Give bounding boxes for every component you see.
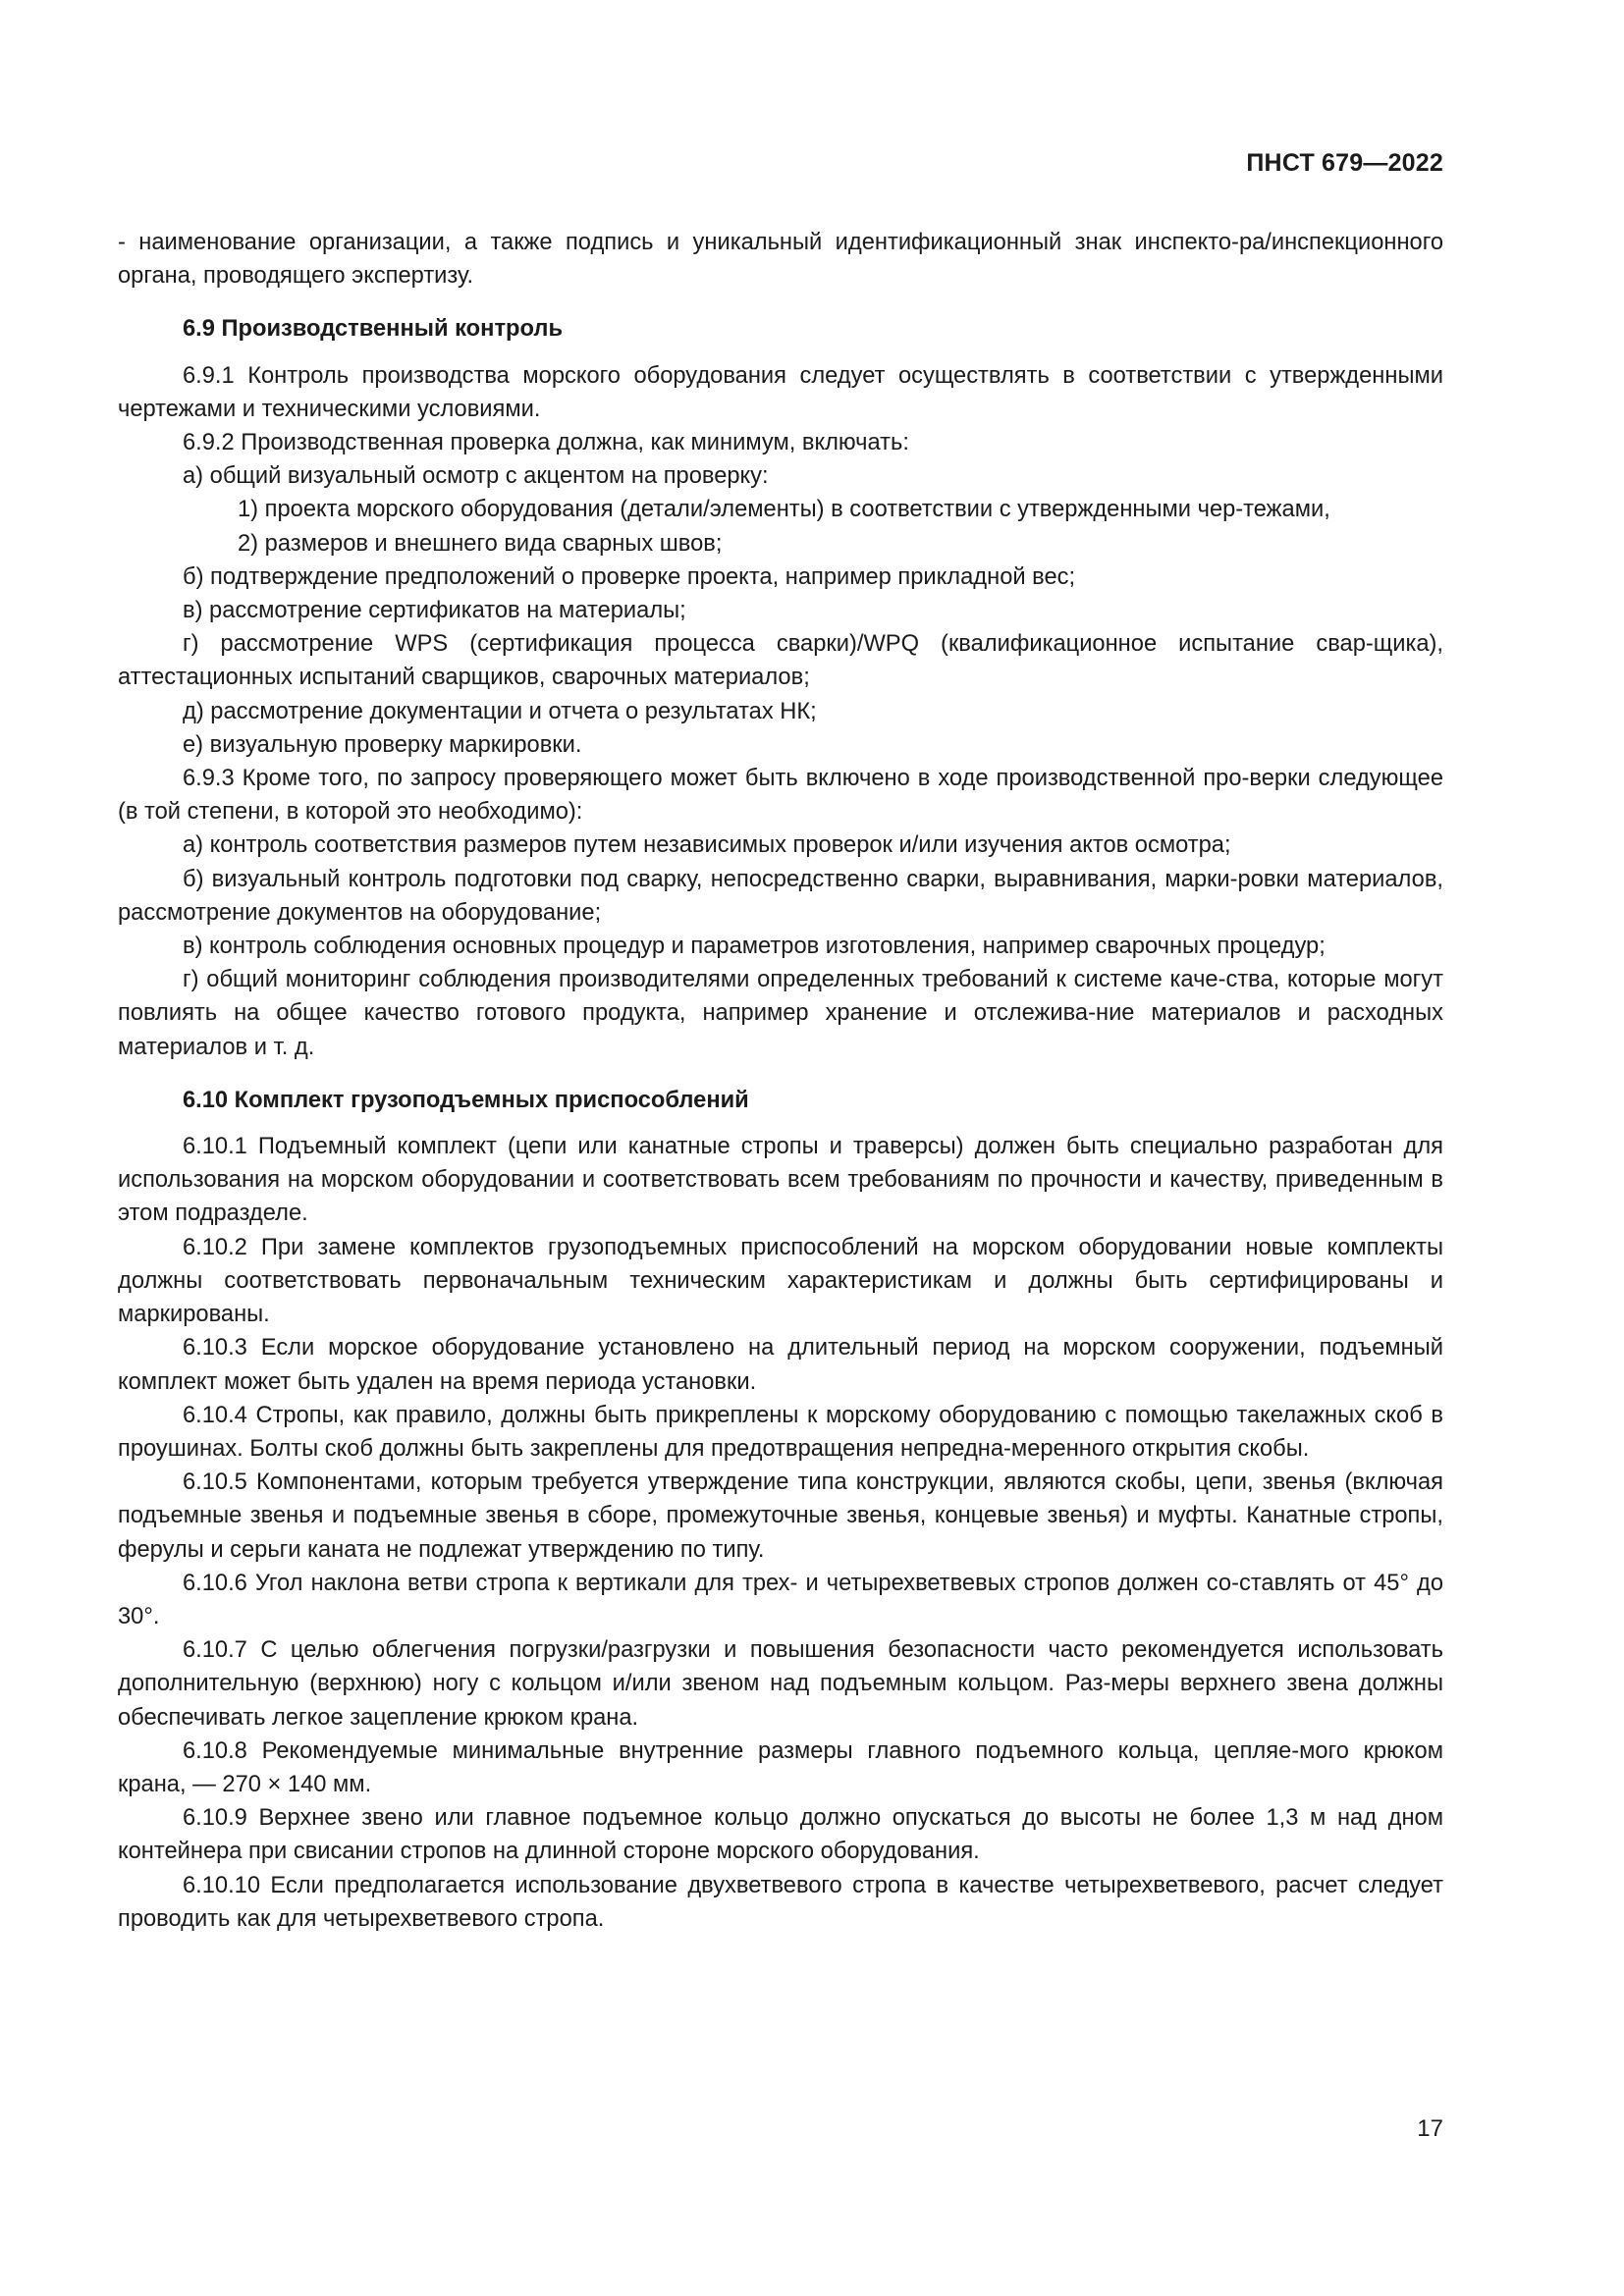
paragraph: 6.9.1 Контроль производства морского оборудования следует осуществлять в соответствии с утвержденными чертежами и техническими условиями. xyxy=(118,362,1443,422)
document-body xyxy=(118,226,1443,1936)
paragraph: 6.9.3 Кроме того, по запросу проверяющего может быть включено в ходе производственной про-верки следующее (в той степени, в которой это необходимо): xyxy=(118,766,1443,826)
section-heading: 6.10 Комплект грузоподъемных приспособлений xyxy=(183,1087,749,1113)
paragraph: 2) размеров и внешнего вида сварных швов; xyxy=(238,530,723,557)
paragraph: а) контроль соответствия размеров путем независимых проверок и/или изучения актов осмотра; xyxy=(183,832,1231,859)
paragraph: 6.10.7 С целью облегчения погрузки/разгрузки и повышения безопасности часто рекомендуется использовать дополнительную (верхнюю) ногу с кольцом и/или звеном над подъемным кольцом. Раз-меры верхнего звена должны обеспечивать легкое зацепление крюком крана. xyxy=(118,1637,1443,1731)
paragraph: в) рассмотрение сертификатов на материалы; xyxy=(183,598,686,624)
section-heading: 6.9 Производственный контроль xyxy=(183,316,564,343)
paragraph: д) рассмотрение документации и отчета о результатах НК; xyxy=(183,698,817,724)
paragraph: 6.10.1 Подъемный комплект (цепи или канатные стропы и траверсы) должен быть специально разработан для использования на морском оборудовании и соответствовать всем требованиям по прочности и качеству, приведенным в этом подразделе. xyxy=(118,1134,1443,1227)
paragraph: 6.10.2 При замене комплектов грузоподъемных приспособлений на морском оборудовании новые комплекты должны соответствовать первоначальным техническим характеристикам и должны быть сертифицированы и маркированы. xyxy=(118,1234,1443,1328)
paragraph: 6.10.10 Если предполагается использование двухветвевого стропа в качестве четырехветвевого, расчет следует проводить как для четырехветвевого стропа. xyxy=(118,1872,1443,1932)
paragraph: 1) проекта морского оборудования (детали/элементы) в соответствии с утвержденными чер-тежами, xyxy=(238,497,1330,523)
page-number: 17 xyxy=(1417,2115,1443,2142)
paragraph: 6.9.2 Производственная проверка должна, как минимум, включать: xyxy=(183,430,909,456)
paragraph: 6.10.3 Если морское оборудование установлено на длительный период на морском сооружении, подъемный комплект может быть удален на время периода установки. xyxy=(118,1335,1443,1395)
document-code: ПНСТ 679—2022 xyxy=(1246,149,1443,177)
paragraph: 6.10.8 Рекомендуемые минимальные внутренние размеры главного подъемного кольца, цепляе-мого крюком крана, — 270 × 140 мм. xyxy=(118,1737,1443,1797)
paragraph: г) общий мониторинг соблюдения производителями определенных требований к системе каче-ства, которые могут повлиять на общее качество готового продукта, например хранение и отслежива-ние материалов и расходных материалов и т. д. xyxy=(118,967,1443,1060)
paragraph: - наименование организации, а также подпись и уникальный идентификационный знак инспекто-ра/инспекционного органа, проводящего экспертизу. xyxy=(118,230,1443,290)
paragraph: 6.10.6 Угол наклона ветви стропа к вертикали для трех- и четырехветвевых стропов должен со-ставлять от 45° до 30°. xyxy=(118,1570,1443,1629)
paragraph: 6.10.9 Верхнее звено или главное подъемное кольцо должно опускаться до высоты не более 1,3 м над дном контейнера при свисании стропов на длинной стороне морского оборудования. xyxy=(118,1805,1443,1865)
paragraph: г) рассмотрение WPS (сертификация процесса сварки)/WPQ (квалификационное испытание свар-щика), аттестационных испытаний сварщиков, сварочных материалов; xyxy=(118,631,1443,691)
paragraph: в) контроль соблюдения основных процедур и параметров изготовления, например сварочных процедур; xyxy=(183,934,1326,960)
paragraph: 6.10.4 Стропы, как правило, должны быть прикреплены к морскому оборудованию с помощью такелажных скоб в проушинах. Болты скоб должны быть закреплены для предотвращения непредна-меренного открытия скобы. xyxy=(118,1402,1443,1462)
paragraph: а) общий визуальный осмотр с акцентом на проверку: xyxy=(183,463,769,490)
paragraph: 6.10.5 Компонентами, которым требуется утверждение типа конструкции, являются скобы, цепи, звенья (включая подъемные звенья и подъемные звенья в сборе, промежуточные звенья, концевые звенья) и муфты. Канатные стропы, ферулы и серьги каната не подлежат утверждению по типу. xyxy=(118,1469,1443,1563)
paragraph: б) подтверждение предположений о проверке проекта, например прикладной вес; xyxy=(183,563,1076,590)
paragraph: е) визуальную проверку маркировки. xyxy=(183,731,582,758)
paragraph: б) визуальный контроль подготовки под сварку, непосредственно сварки, выравнивания, марки-ровки материалов, рассмотрение документов на оборудование; xyxy=(118,866,1443,926)
